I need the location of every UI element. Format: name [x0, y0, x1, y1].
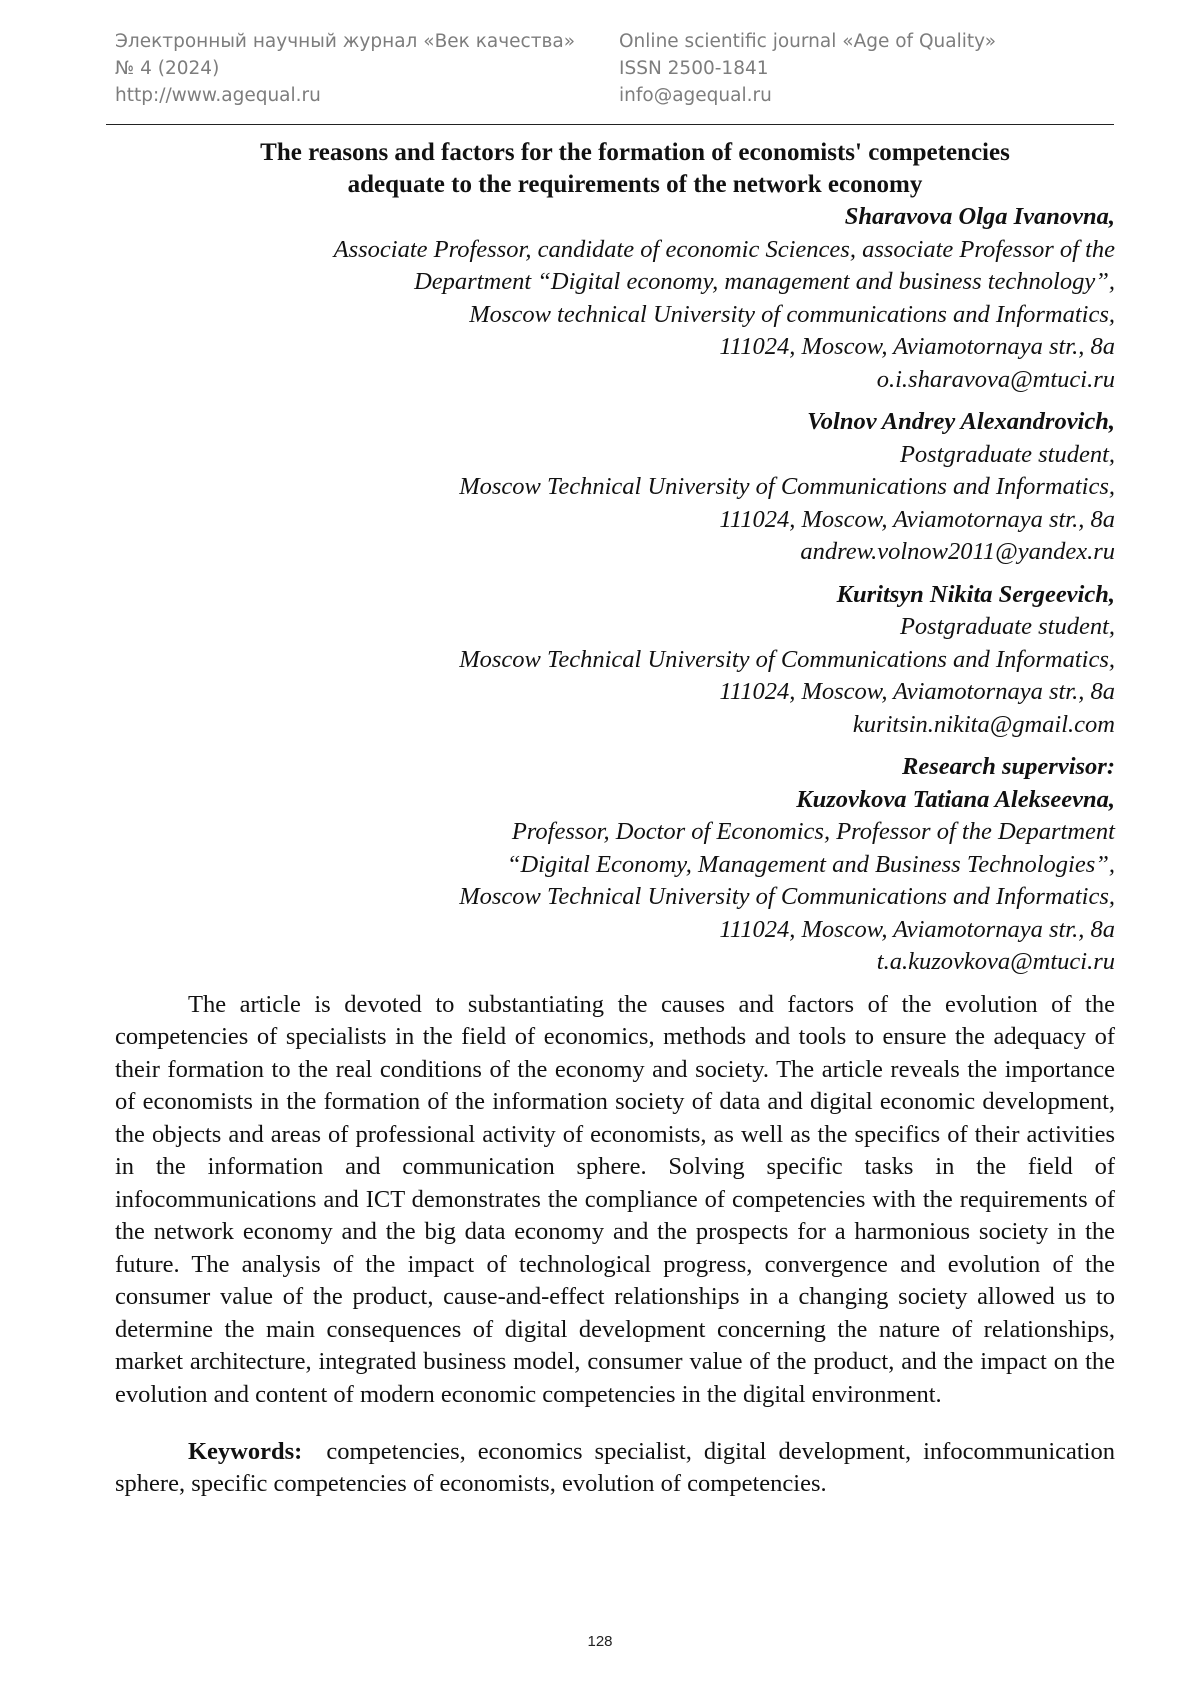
author-email[interactable]: kuritsin.nikita@gmail.com [852, 710, 1115, 738]
author-university: Moscow Technical University of Communications and Informatics, [459, 473, 1115, 500]
header-divider [106, 124, 1114, 125]
issue-number: № 4 (2024) [115, 58, 220, 79]
title-line-2: adequate to the requirements of the network economy [347, 171, 923, 198]
journal-name-en: Online scientific journal «Age of Quality» [619, 31, 997, 52]
supervisor-label: Research supervisor: [901, 753, 1115, 780]
supervisor-university: Moscow Technical University of Communications and Informatics, [459, 883, 1115, 910]
journal-name-ru: Электронный научный журнал «Век качества» [115, 31, 576, 52]
author-university: Moscow technical University of communications and Informatics, [469, 300, 1115, 328]
supervisor-name: Kuzovkova Tatiana Alekseevna, [796, 785, 1115, 813]
keywords-paragraph [115, 1436, 1115, 1501]
author-block [115, 406, 1115, 569]
author-name: Kuritsyn Nikita Sergeevich, [836, 580, 1115, 608]
journal-header [115, 28, 1115, 114]
title-line-1: The reasons and factors for the formation of economists' competencies [260, 139, 1010, 166]
supervisor-department: “Digital Economy, Management and Business Technologies”, [506, 850, 1115, 878]
header-english [619, 28, 1119, 109]
issn: ISSN 2500-1841 [619, 58, 769, 79]
article-title [115, 137, 1115, 201]
author-name: Volnov Andrey Alexandrovich, [807, 408, 1115, 435]
journal-url[interactable]: http://www.agequal.ru [115, 85, 321, 106]
author-address: 111024, Moscow, Aviamotornaya str., 8a [719, 678, 1115, 705]
author-block [115, 579, 1115, 742]
supervisor-position: Professor, Doctor of Economics, Professor of the Department [511, 818, 1115, 845]
author-email[interactable]: andrew.volnow2011@yandex.ru [800, 538, 1115, 565]
author-university: Moscow Technical University of Communications and Informatics, [459, 645, 1115, 673]
supervisor-email[interactable]: t.a.kuzovkova@mtuci.ru [876, 948, 1115, 975]
author-position: Postgraduate student, [899, 613, 1115, 640]
author-address: 111024, Moscow, Aviamotornaya str., 8a [719, 333, 1115, 360]
journal-email[interactable]: info@agequal.ru [619, 85, 772, 106]
author-email[interactable]: o.i.sharavova@mtuci.ru [876, 365, 1115, 393]
author-position: Postgraduate student, [899, 440, 1115, 468]
keywords-label: Keywords: [188, 1437, 303, 1465]
supervisor-block [115, 751, 1115, 979]
author-block [115, 201, 1115, 396]
abstract-text: The article is devoted to substantiating the causes and factors of the evolution of the competencies of specialists in the field of economics, methods and tools to ensure the adequacy of their formation to the real conditions of the economy and society. The article reveals the importance of economists in the formation of the information society of data and digital economic development, the objects and areas of professional activity of economists, as well as the specifics of their activities in the information and communication sphere. Solving specific tasks in the field of infocommunications and ICT demonstrates the compliance of competencies with the requirements of the network economy and the big data economy and the prospects for a harmonious society in the future. The analysis of the impact of technological progress, convergence and evolution of the consumer value of the product, cause-and-effect relationships in a changing society allowed us to determine the main consequences of digital development concerning the nature of relationships, market architecture, integrated business model, consumer value of the product, and the impact on the evolution and content of modern economic competencies in the digital environment. [115, 990, 1115, 1408]
author-position: Associate Professor, candidate of economic Sciences, associate Professor of the [333, 235, 1115, 263]
supervisor-address: 111024, Moscow, Aviamotornaya str., 8a [719, 915, 1115, 943]
author-name: Sharavova Olga Ivanovna, [844, 203, 1115, 230]
header-russian [115, 28, 615, 109]
keywords-text: competencies, economics specialist, digital development, infocommunication sphere, specific competencies of economists, evolution of competencies. [115, 1437, 1115, 1497]
author-address: 111024, Moscow, Aviamotornaya str., 8a [719, 505, 1115, 533]
page-number: 128 [587, 1633, 613, 1650]
article-content [115, 137, 1115, 1501]
author-department: Department “Digital economy, management and business technology”, [414, 268, 1115, 295]
